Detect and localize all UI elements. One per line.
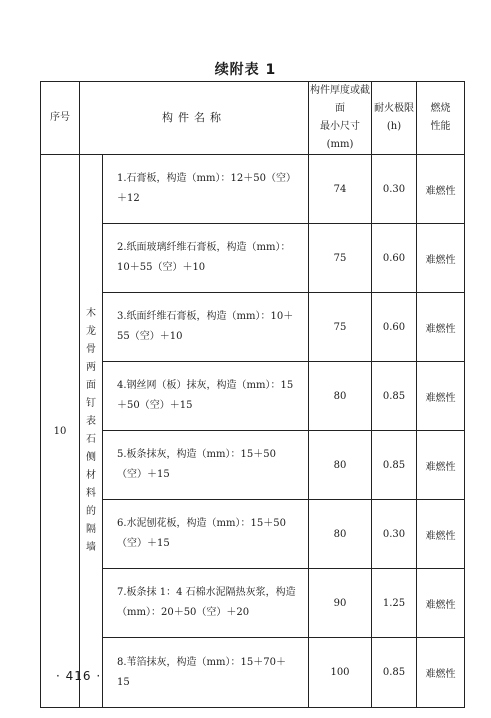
fire-limit-value: 1.25 bbox=[372, 569, 417, 638]
component-name: 1.石膏板，构造（mm）：12＋50（空）＋12 bbox=[103, 155, 309, 224]
header-fire-line1: 耐火极限 bbox=[374, 103, 414, 114]
component-name: 6.水泥刨花板，构造（mm）：15＋50（空）＋15 bbox=[103, 500, 309, 569]
thickness-value: 75 bbox=[309, 224, 372, 293]
fire-limit-value: 0.85 bbox=[372, 638, 417, 708]
burn-performance: 难燃性 bbox=[417, 431, 465, 500]
thickness-value: 75 bbox=[309, 293, 372, 362]
burn-performance: 难燃性 bbox=[417, 638, 465, 708]
thickness-value: 100 bbox=[309, 638, 372, 708]
fire-resistance-table bbox=[40, 81, 465, 708]
header-thickness-line1: 构件厚度或截面 bbox=[310, 85, 370, 114]
table-row bbox=[41, 431, 465, 500]
table-row bbox=[41, 500, 465, 569]
burn-performance: 难燃性 bbox=[417, 224, 465, 293]
burn-performance: 难燃性 bbox=[417, 155, 465, 224]
thickness-value: 74 bbox=[309, 155, 372, 224]
fire-limit-value: 0.60 bbox=[372, 293, 417, 362]
burn-performance: 难燃性 bbox=[417, 569, 465, 638]
header-fire bbox=[372, 82, 417, 155]
page-number: · 416 · bbox=[56, 669, 102, 683]
header-fire-line2: (h) bbox=[386, 121, 402, 132]
header-thickness bbox=[309, 82, 372, 155]
row-number: 10 bbox=[41, 155, 80, 708]
burn-performance: 难燃性 bbox=[417, 500, 465, 569]
component-name: 8.苇箔抹灰，构造（mm）：15＋70＋15 bbox=[103, 638, 309, 708]
component-name: 3.纸面纤维石膏板，构造（mm）：10＋55（空）＋10 bbox=[103, 293, 309, 362]
header-thickness-line2: 最小尺寸(mm) bbox=[320, 121, 360, 150]
table-row bbox=[41, 293, 465, 362]
fire-limit-value: 0.60 bbox=[372, 224, 417, 293]
table-row bbox=[41, 362, 465, 431]
fire-limit-value: 0.30 bbox=[372, 155, 417, 224]
fire-limit-value: 0.85 bbox=[372, 431, 417, 500]
component-name: 7.板条抹 1：4 石棉水泥隔热灰浆，构造（mm）：20＋50（空）＋20 bbox=[103, 569, 309, 638]
thickness-value: 90 bbox=[309, 569, 372, 638]
table-row bbox=[41, 224, 465, 293]
table-title: 续附表 1 bbox=[214, 62, 277, 78]
fire-limit-value: 0.85 bbox=[372, 362, 417, 431]
table-row bbox=[41, 155, 465, 224]
component-name: 5.板条抹灰，构造（mm）：15＋50（空）＋15 bbox=[103, 431, 309, 500]
thickness-value: 80 bbox=[309, 362, 372, 431]
thickness-value: 80 bbox=[309, 500, 372, 569]
table-row bbox=[41, 638, 465, 708]
burn-performance: 难燃性 bbox=[417, 293, 465, 362]
thickness-value: 80 bbox=[309, 431, 372, 500]
header-burn bbox=[417, 82, 465, 155]
component-name: 4.钢丝网（板）抹灰，构造（mm）：15＋50（空）＋15 bbox=[103, 362, 309, 431]
table-row bbox=[41, 569, 465, 638]
header-burn-line2: 性能 bbox=[430, 121, 451, 132]
fire-limit-value: 0.30 bbox=[372, 500, 417, 569]
group-name: 木龙骨两面钉表石侧材料的隔墙 bbox=[86, 308, 96, 553]
header-seq: 序号 bbox=[41, 82, 80, 155]
component-name: 2.纸面玻璃纤维石膏板，构造（mm）：10＋55（空）＋10 bbox=[103, 224, 309, 293]
burn-performance: 难燃性 bbox=[417, 362, 465, 431]
group-cell bbox=[80, 155, 103, 708]
header-name: 构件名称 bbox=[80, 82, 309, 155]
header-burn-line1: 燃烧 bbox=[430, 103, 451, 114]
